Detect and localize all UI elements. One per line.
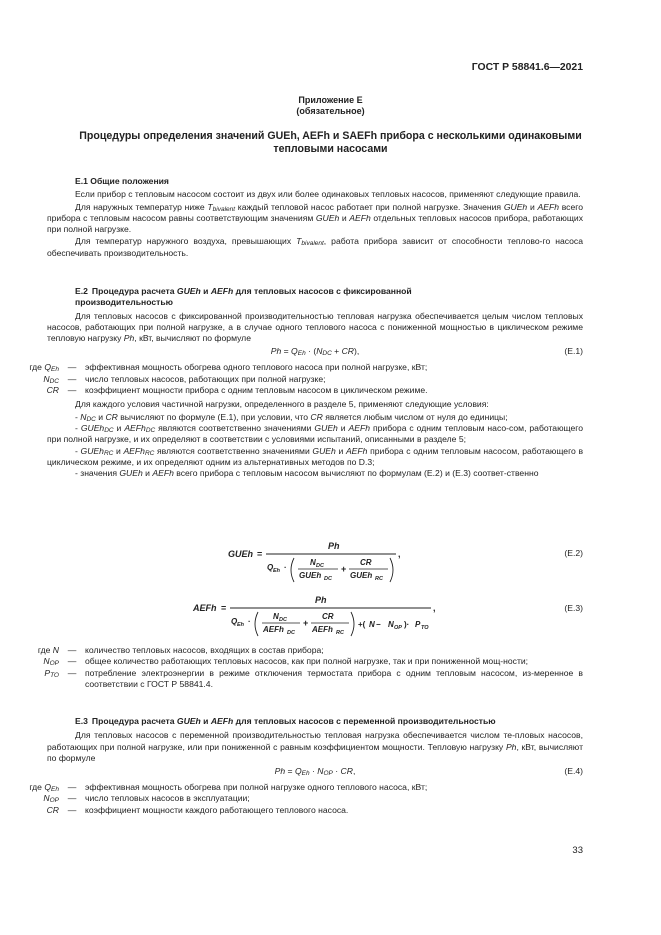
eq3-q: Q (231, 617, 238, 626)
appendix-heading-line2: тепловыми насосами (273, 143, 388, 155)
eq2-numerator: Ph (328, 541, 340, 551)
eq3-extra-minus: − (376, 620, 381, 629)
equation-e3 (193, 592, 443, 641)
eq3-t2-num: CR (322, 612, 334, 621)
eq2-t1-num-sub: DC (316, 563, 324, 569)
standard-number: ГОСТ Р 58841.6—2021 (471, 62, 583, 73)
eq3-numerator: Ph (315, 595, 327, 605)
e1-paragraph-3: Для температур наружного воздуха, превышающих $T_{bivalent}$, работа прибора зависит от способности теплово-го насоса обеспечивать производительность. (47, 236, 583, 258)
equation-e4-number: (Е.4) (564, 766, 583, 777)
section-e3-heading: Е.3 Процедура расчета GUEh и AEFh для тепловых насосов с переменной производительностью (75, 716, 496, 726)
where-list-2: где N — количество тепловых насосов, входящих в состав прибора; $N_{OP}$ — общее количество работающих тепловых насосов, как при полной нагрузке, так и при пониженной мощ-ности; $P_{TO}$ — потребление электроэнергии в режиме отключения термостата прибора с одним тепловым насосом, из-меренное в соответствии с ГОСТ Р 58841.4. (37, 645, 583, 689)
eq3-plus: + (303, 618, 309, 628)
eq2-t1-den-sub: DC (324, 576, 332, 582)
eq2-dot: · (284, 563, 287, 572)
e2-list-item-4: - значения GUEh и AEFh всего прибора с тепловым насосом вычисляют по формулам (Е.2) и (Е.3) соответ-ственно (75, 468, 539, 479)
eq3-extra-p: P (415, 620, 421, 629)
e1-paragraph-2: Для наружных температур ниже $T_{bivalent}$ каждый тепловой насос работает при полной нагрузке. Значения GUEh и AEFh всего прибора с тепловым насосом равны соответствующим значениям GUEh и AEFh отдельных тепловых насосов прибора, работающих при полной нагрузке. (47, 201, 583, 235)
equation-e1: $Ph = Q_{Eh} \cdot (N_{DC} + CR)$, (Е.1) (270, 346, 583, 358)
eq3-lhs: AEFh (193, 603, 217, 613)
eq3-t1-den-sub: DC (287, 630, 295, 636)
eq2-right-paren (390, 558, 393, 582)
appendix-subtitle: (обязательное) (296, 106, 365, 116)
appendix-heading-line1: Процедуры определения значений GUEh, AEFh и SAEFh прибора с несколькими одинаковыми (79, 130, 582, 142)
eq2-lhs: GUEh (228, 549, 254, 559)
eq3-q-sub: Eh (237, 622, 245, 628)
eq2-t1-den: GUEh (299, 571, 322, 580)
equation-e2 (228, 538, 428, 587)
eq3-t1-den: AEFh (263, 625, 284, 634)
eq2-comma: , (398, 549, 401, 559)
eq2-t2-den: GUEh (350, 571, 373, 580)
eq3-dot: · (248, 617, 251, 626)
section-e3 (29, 716, 584, 819)
eq3-t1-num: N (273, 612, 279, 621)
e2-list-item-2: - GUEh$_{DC}$ и AEFh$_{DC}$ являются соответственно значениями GUEh и AEFh прибора с одним тепловым насо-сом, работающего при полной нагрузке, и их определяют в соответствии с условиями испытаний, описанными в разделе 5; (47, 422, 584, 445)
eq3-comma: , (433, 603, 436, 613)
equation-e4: $Ph = Q_{Eh} \cdot N_{OP}$ · CR, (Е.4) (274, 766, 583, 778)
appendix-heading (0, 130, 661, 156)
eq2-t1-num: N (310, 558, 316, 567)
eq3-left-paren (255, 612, 258, 636)
eq3-equals: = (221, 603, 227, 613)
eq3-t2-den: AEFh (312, 625, 333, 634)
eq2-plus: + (341, 564, 347, 574)
eq3-extra-p-sub: TO (421, 625, 429, 631)
e2-list-item-1: - $N_{DC}$ и CR вычисляют по формуле (Е.1), при условии, что CR является любым числом от нуля до единицы; (75, 411, 508, 423)
where-list-3: где $Q_{Eh}$ — эффективная мощность обогрева при полной нагрузке одного теплового насоса, кВт; $N_{OP}$ — число тепловых насосов в эксплуатации; CR — коэффициент мощности каждого работающего теплового насоса. (29, 782, 428, 815)
eq2-t2-den-sub: RC (375, 576, 383, 582)
where-list-1: где $Q_{Eh}$ — эффективная мощность обогрева одного теплового насоса при полной нагрузке, кВт; $N_{DC}$ — число тепловых насосов, работающих при полной нагрузке; CR — коэффициент мощности прибора с одним тепловым насосом в циклическом режиме. (29, 362, 428, 396)
eq3-t1-num-sub: DC (279, 617, 287, 623)
eq3-extra-nop-sub: OP (394, 625, 402, 631)
eq3-extra-close: )· (404, 620, 410, 629)
eq2-q-sub: Eh (273, 568, 281, 574)
section-e2-heading: Е.2 Процедура расчета GUEh и AEFh для тепловых насосов с фиксированной производительностью (75, 286, 412, 308)
equation-e1-number: (Е.1) (564, 346, 583, 357)
eq3-t2-den-sub: RC (336, 630, 344, 636)
e1-paragraph-1: Если прибор с тепловым насосом состоит из двух или более одинаковых тепловых насосов, применяют следующие правила. (75, 189, 581, 200)
eq2-equals: = (257, 549, 263, 559)
eq2-t2-num: CR (360, 558, 372, 567)
e2-list-item-3: - GUEh$_{RC}$ и AEFh$_{RC}$ являются соответственно значениями GUEh и AEFh прибора с одним тепловым насосом, работающего в циклическом режиме, и их определяют одним из альтернативных методов по D.3; (47, 445, 584, 467)
eq3-right-paren (351, 612, 354, 636)
page-number: 33 (572, 845, 583, 856)
section-e1-heading: Е.1 Общие положения (75, 176, 169, 186)
eq3-extra-open: +( (358, 620, 366, 629)
appendix-title: Приложение Е (298, 95, 363, 105)
equation-e3-number: (Е.3) (564, 603, 583, 613)
eq2-q: Q (267, 563, 274, 572)
e3-paragraph-1: Для тепловых насосов с переменной производительностью тепловая нагрузка обеспечивается числом те-пловых насосов, работающих при полной нагрузке, или при пониженной с равным коэффициентом мощности. Тепловую нагрузку Ph, кВт, вычисляют по формуле (47, 730, 584, 763)
section-e2 (29, 286, 584, 479)
equation-e2-number: (Е.2) (564, 548, 583, 558)
eq3-extra-nop: N (388, 620, 394, 629)
where-list-2-block (37, 645, 583, 690)
e2-paragraph-1: Для тепловых насосов с фиксированной производительностью тепловая нагрузка обеспечивается целым числом тепловых насосов, работающих при полной нагрузке, а в случае одного теплового насоса с пониженной мощностью в циклическом режиме тепловую нагрузку Ph, кВт, вычисляют по формуле (47, 310, 583, 344)
section-e1 (47, 176, 583, 260)
eq2-left-paren (291, 558, 294, 582)
e2-paragraph-2: Для каждого условия частичной нагрузки, определенного в разделе 5, применяют следующие условия: (75, 399, 489, 410)
eq3-extra-n: N (369, 620, 375, 629)
